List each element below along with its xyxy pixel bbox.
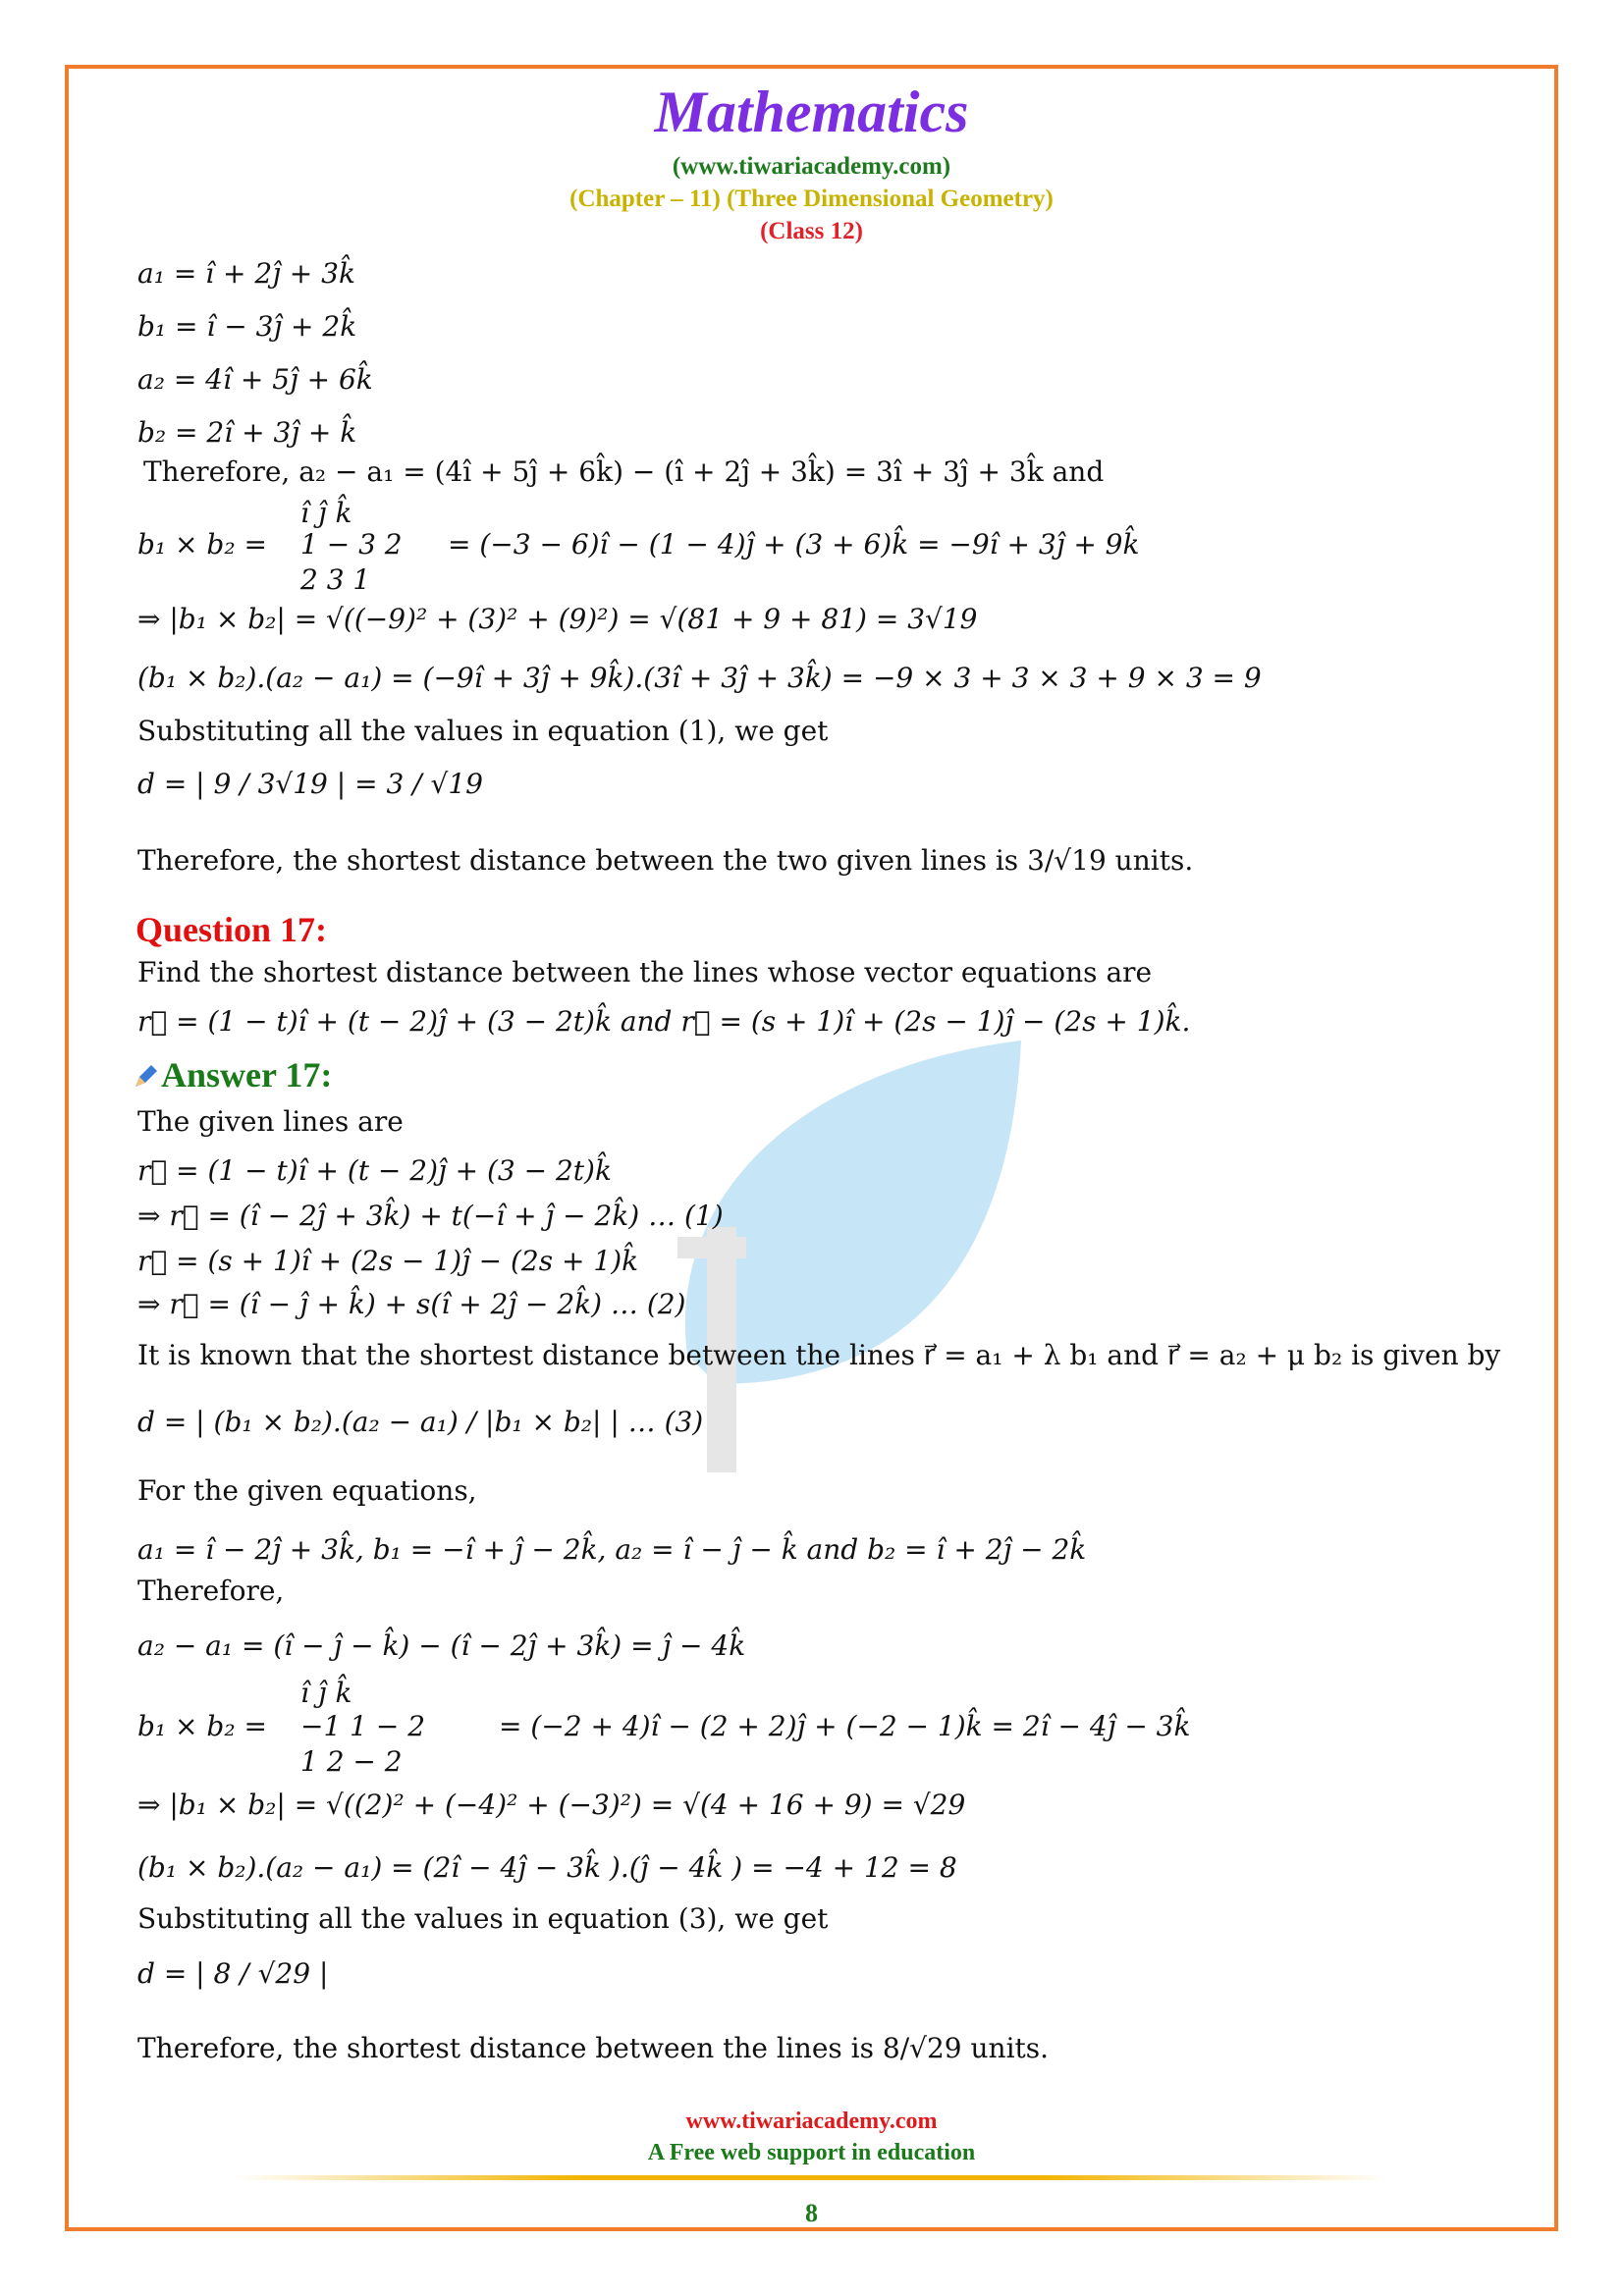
det-result: = (−3 − 6)î − (1 − 4)ĵ + (3 + 6)k̂ = −9î + 3ĵ + 9k̂	[448, 528, 1140, 561]
det-row-3: 2 3 1	[300, 563, 371, 596]
pencil-icon	[134, 1063, 159, 1089]
text-conclusion: Therefore, the shortest distance between the two given lines is 3/√19 units.	[137, 844, 1194, 877]
answer-line-5: ⇒ r⃗ = (î − ĵ + k̂) + s(î + 2ĵ − 2k̂) … (2)	[137, 1288, 686, 1320]
question-heading: Question 17:	[135, 910, 328, 949]
eq-b2: b₂ = 2î + 3ĵ + k̂	[137, 416, 357, 449]
eq-dot: (b₁ × b₂).(a₂ − a₁) = (−9î + 3ĵ + 9k̂).(3î + 3ĵ + 3k̂) = −9 × 3 + 3 × 3 + 9 × 3 = 9	[137, 662, 1262, 694]
text-substitute: Substituting all the values in equation (1), we get	[137, 715, 829, 747]
answer-dot: (b₁ × b₂).(a₂ − a₁) = (2î − 4ĵ − 3k̂ ).(ĵ − 4k̂ ) = −4 + 12 = 8	[137, 1851, 957, 1884]
eq-a2: a₂ = 4î + 5ĵ + 6k̂	[137, 363, 373, 396]
answer-line-6: It is known that the shortest distance between the lines r⃗ = a₁ + λ b₁ and r⃗ = a₂ + μ b₂ is given by	[137, 1339, 1501, 1371]
question-text: Find the shortest distance between the lines whose vector equations are	[137, 956, 1153, 988]
eq-magnitude: ⇒ |b₁ × b₂| = √((−9)² + (3)² + (9)²) = √(81 + 9 + 81) = 3√19	[137, 603, 978, 635]
answer-line-10: a₂ − a₁ = (î − ĵ − k̂) − (î − 2ĵ + 3k̂) = ĵ − 4k̂	[137, 1629, 746, 1662]
det-row-2: 1 − 3 2	[300, 528, 403, 561]
answer-magnitude: ⇒ |b₁ × b₂| = √((2)² + (−4)² + (−3)²) = √(4 + 16 + 9) = √29	[137, 1789, 966, 1821]
footer-website[interactable]: www.tiwariacademy.com	[685, 2109, 938, 2134]
answer-conclusion: Therefore, the shortest distance between the lines is 8/√29 units.	[137, 2032, 1050, 2064]
question-equations: r⃗ = (1 − t)î + (t − 2)ĵ + (3 − 2t)k̂ and r⃗ = (s + 1)î + (2s − 1)ĵ − (2s + 1)k̂.	[137, 1005, 1191, 1038]
answer-det-row-3: 1 2 − 2	[300, 1745, 403, 1778]
answer-det-row-1: î ĵ k̂	[300, 1677, 352, 1709]
answer-det-result: = (−2 + 4)î − (2 + 2)ĵ + (−2 − 1)k̂ = 2î − 4ĵ − 3k̂	[499, 1710, 1191, 1742]
answer-det-label: b₁ × b₂ =	[137, 1710, 267, 1742]
det-row-1: î ĵ k̂	[300, 497, 352, 529]
answer-det-row-2: −1 1 − 2	[300, 1710, 426, 1742]
answer-line-9: Therefore,	[137, 1575, 285, 1607]
eq-diff: Therefore, a₂ − a₁ = (4î + 5ĵ + 6k̂) − (î + 2ĵ + 3k̂) = 3î + 3ĵ + 3k̂ and	[143, 455, 1105, 488]
answer-line-3: ⇒ r⃗ = (î − 2ĵ + 3k̂) + t(−î + ĵ − 2k̂) … (1)	[137, 1200, 724, 1232]
answer-line-8: a₁ = î − 2ĵ + 3k̂, b₁ = −î + ĵ − 2k̂, a₂ = î − ĵ − k̂ and b₂ = î + 2ĵ − 2k̂	[137, 1533, 1087, 1566]
page-title: Mathematics	[654, 80, 969, 144]
answer-formula: d = | (b₁ × b₂).(a₂ − a₁) / |b₁ × b₂| | … (3)	[137, 1406, 704, 1438]
footer-divider	[236, 2175, 1387, 2180]
answer-line-4: r⃗ = (s + 1)î + (2s − 1)ĵ − (2s + 1)k̂	[137, 1245, 639, 1277]
header-class: (Class 12)	[760, 218, 863, 244]
answer-line-1: The given lines are	[137, 1105, 404, 1138]
answer-heading: Answer 17:	[161, 1055, 333, 1095]
header-chapter: (Chapter – 11) (Three Dimensional Geometry)	[569, 186, 1054, 212]
answer-substitute: Substituting all the values in equation (3), we get	[137, 1902, 829, 1935]
eq-d-value: d = | 9 / 3√19 | = 3 / √19	[137, 768, 483, 800]
answer-line-2: r⃗ = (1 − t)î + (t − 2)ĵ + (3 − 2t)k̂	[137, 1154, 612, 1187]
eq-a1: a₁ = î + 2ĵ + 3k̂	[137, 257, 355, 290]
eq-b1: b₁ = î − 3ĵ + 2k̂	[137, 310, 357, 343]
det-label: b₁ × b₂ =	[137, 528, 267, 561]
footer-tagline: A Free web support in education	[647, 2140, 976, 2165]
page-number: 8	[805, 2199, 818, 2227]
answer-line-7: For the given equations,	[137, 1474, 477, 1507]
answer-d-value: d = | 8 / √29 |	[137, 1957, 329, 1990]
header-website[interactable]: (www.tiwariacademy.com)	[672, 153, 951, 180]
